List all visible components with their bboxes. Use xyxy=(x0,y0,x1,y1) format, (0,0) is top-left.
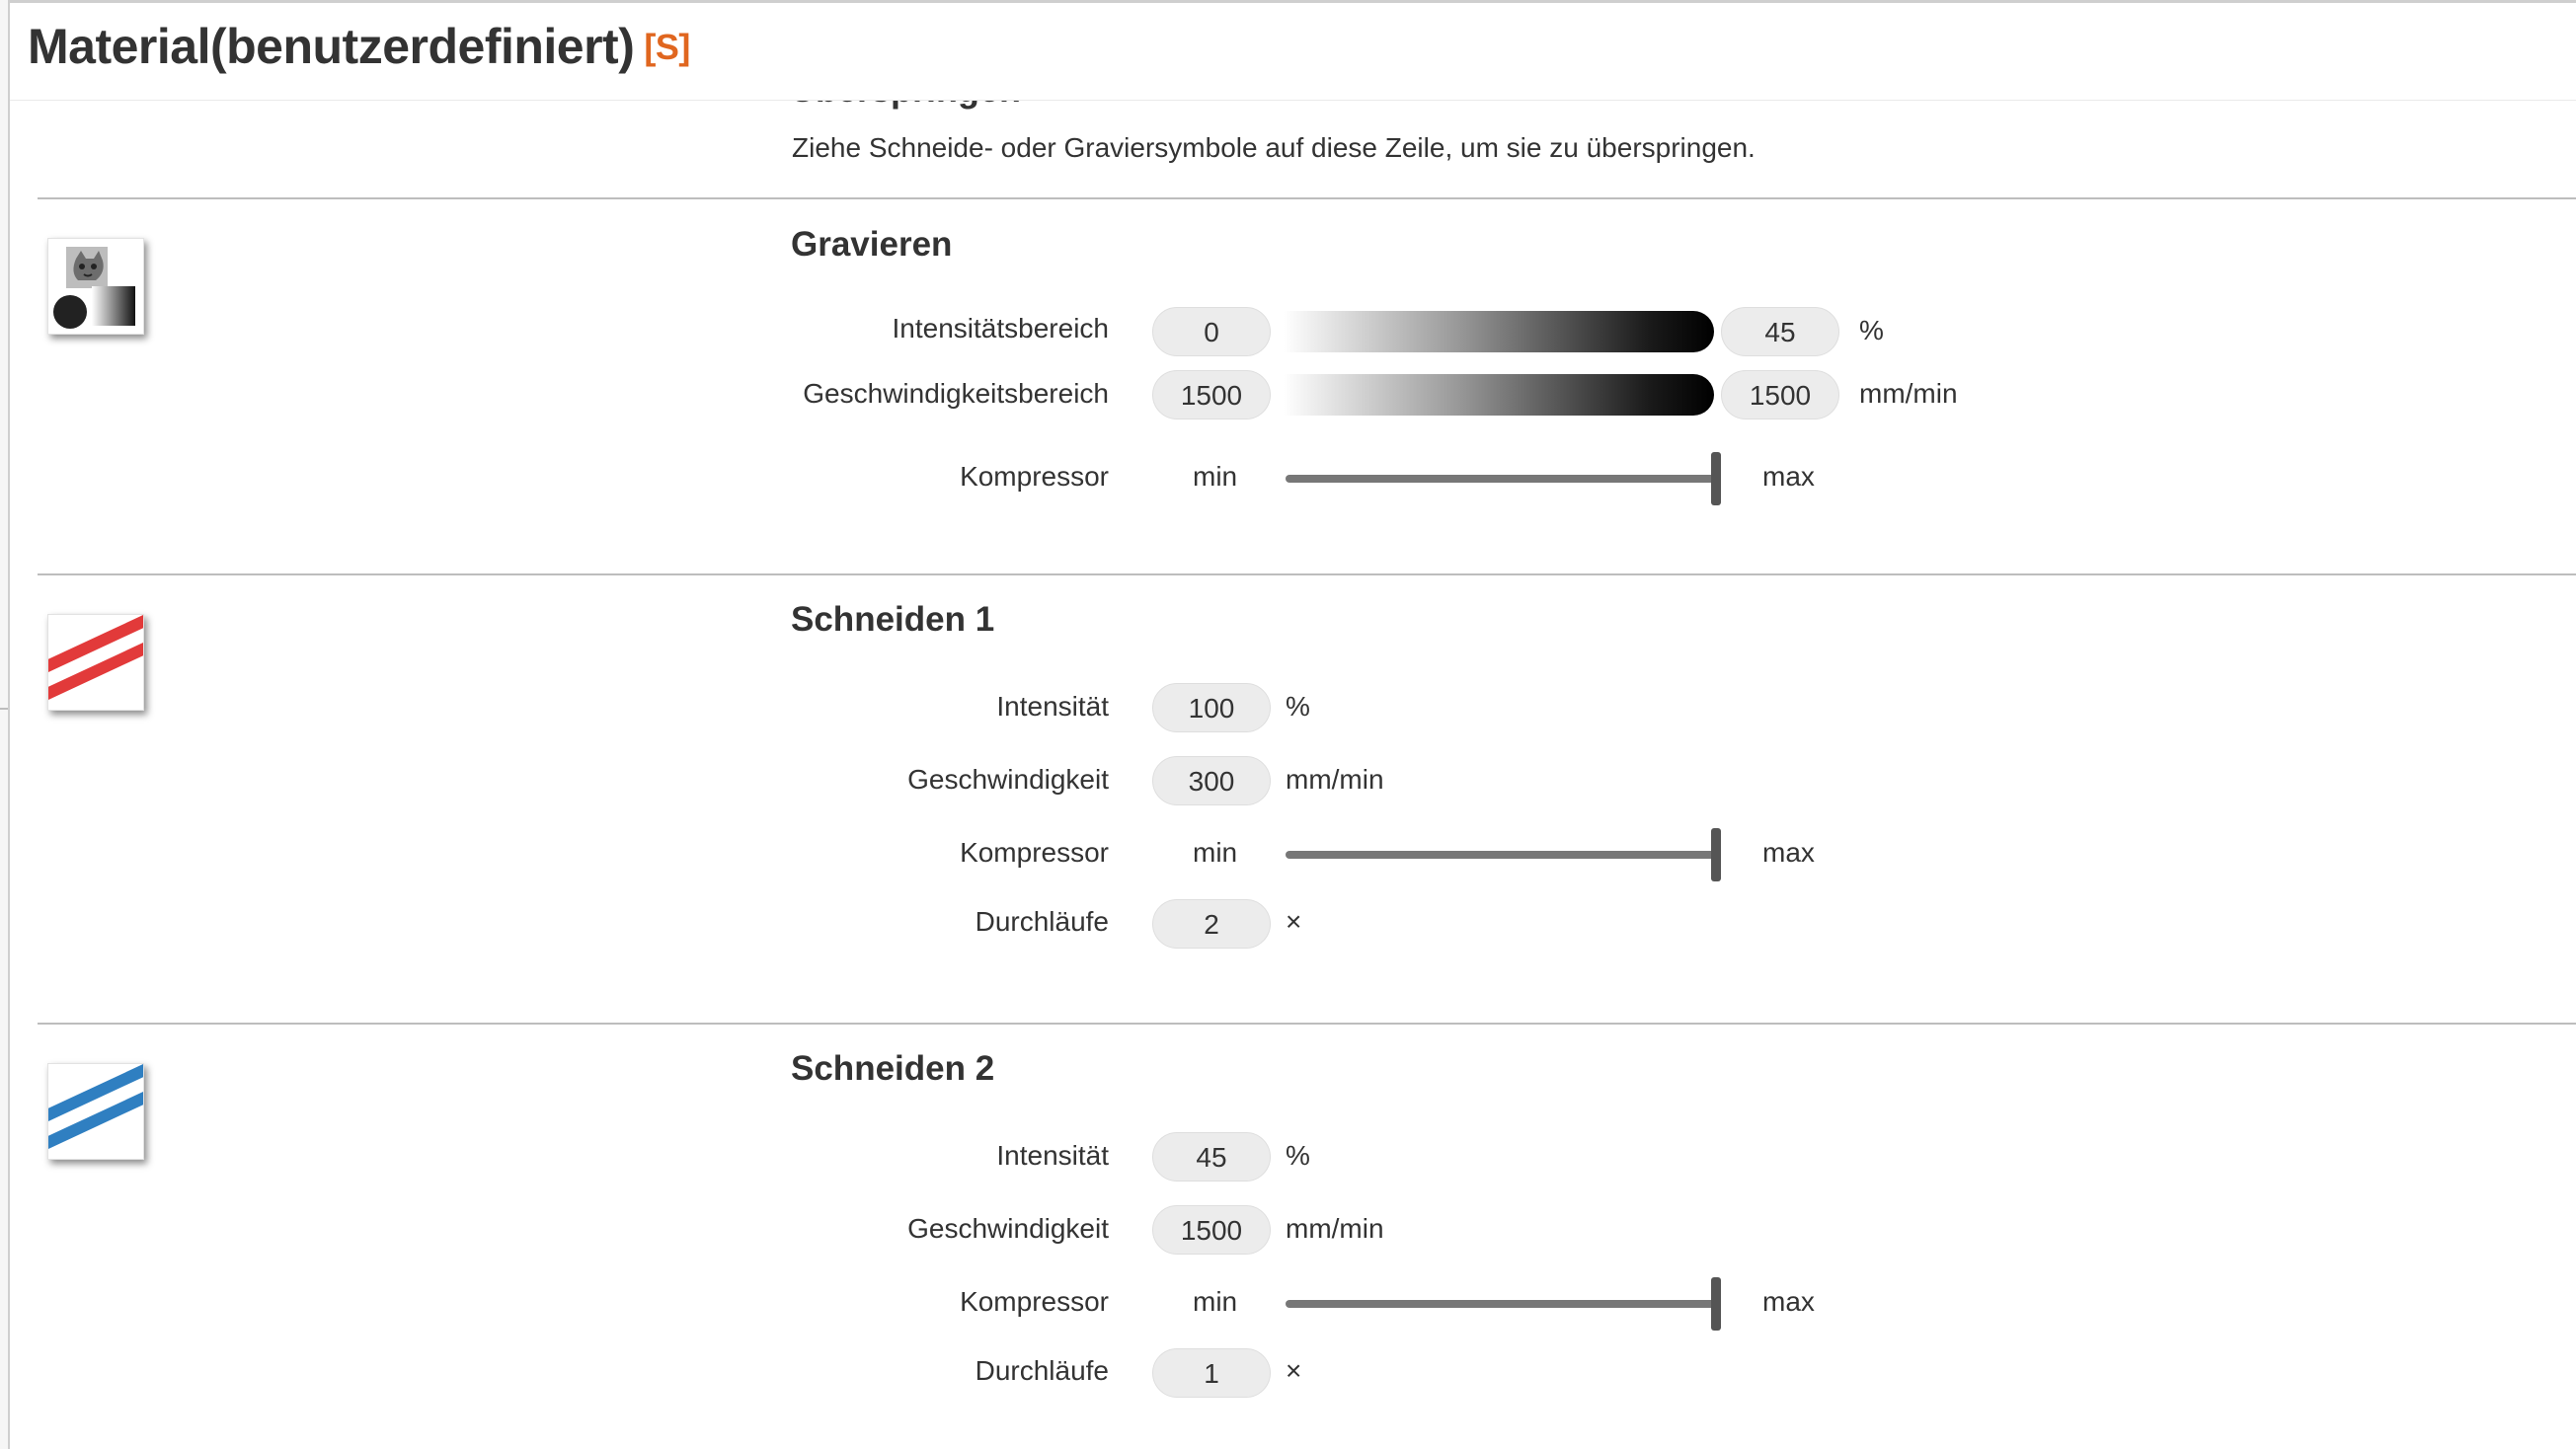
cut2-speed-label: Geschwindigkeit xyxy=(907,1213,1109,1244)
section-title-cut2: Schneiden 2 xyxy=(791,1049,995,1088)
engrave-speed-gradient[interactable] xyxy=(1284,374,1714,416)
cut1-compressor-thumb[interactable] xyxy=(1711,828,1721,881)
cut1-speed-input[interactable]: 300 xyxy=(1152,756,1271,805)
cut2-passes-label: Durchläufe xyxy=(975,1355,1109,1386)
cut1-icon[interactable] xyxy=(47,614,144,711)
cut1-compressor-max: max xyxy=(1762,837,1815,868)
cut2-speed-unit: mm/min xyxy=(1286,1213,1384,1244)
cut2-intensity-label: Intensität xyxy=(996,1140,1109,1171)
cut2-passes-input[interactable]: 1 xyxy=(1152,1348,1271,1398)
cut1-compressor-slider[interactable] xyxy=(1286,851,1716,859)
cut2-intensity-unit: % xyxy=(1286,1140,1310,1171)
engrave-compressor-label: Kompressor xyxy=(960,461,1109,492)
engrave-compressor-thumb[interactable] xyxy=(1711,452,1721,505)
engrave-speed-max-input[interactable]: 1500 xyxy=(1721,370,1839,419)
cut1-passes-input[interactable]: 2 xyxy=(1152,899,1271,949)
cut2-speed-input[interactable]: 1500 xyxy=(1152,1205,1271,1255)
cut1-speed-label: Geschwindigkeit xyxy=(907,764,1109,795)
section-title-cut1: Schneiden 1 xyxy=(791,600,995,639)
page-title-text: Material(benutzerdefiniert) xyxy=(28,19,635,74)
cut1-speed-unit: mm/min xyxy=(1286,764,1384,795)
engrave-compressor-max: max xyxy=(1762,461,1815,492)
cut2-compressor-thumb[interactable] xyxy=(1711,1277,1721,1331)
cut1-compressor-min: min xyxy=(1193,837,1238,868)
divider-cut1 xyxy=(38,1023,2576,1025)
page-title xyxy=(28,18,690,75)
cut2-compressor-label: Kompressor xyxy=(960,1286,1109,1317)
cut1-intensity-unit: % xyxy=(1286,691,1310,722)
cut2-compressor-min: min xyxy=(1193,1286,1238,1317)
cut1-passes-unit: × xyxy=(1286,906,1302,937)
engrave-compressor-slider[interactable] xyxy=(1286,475,1716,483)
engrave-intensity-max-input[interactable]: 45 xyxy=(1721,307,1839,356)
divider-engrave xyxy=(38,573,2576,575)
engrave-intensity-min-input[interactable]: 0 xyxy=(1152,307,1271,356)
cut2-icon[interactable] xyxy=(47,1063,144,1160)
window-left-border xyxy=(0,0,10,1449)
divider-skip xyxy=(38,197,2576,199)
engrave-speed-min-input[interactable]: 1500 xyxy=(1152,370,1271,419)
engrave-speed-unit: mm/min xyxy=(1859,378,1958,409)
skip-hint: Ziehe Schneide- oder Graviersymbole auf diese Zeile, um sie zu überspringen. xyxy=(792,132,1756,163)
engrave-icon[interactable] xyxy=(47,238,144,335)
cut1-intensity-input[interactable]: 100 xyxy=(1152,683,1271,732)
cut2-intensity-input[interactable]: 45 xyxy=(1152,1132,1271,1182)
cut1-intensity-label: Intensität xyxy=(996,691,1109,722)
engrave-intensity-label: Intensitätsbereich xyxy=(892,313,1109,343)
cut2-compressor-slider[interactable] xyxy=(1286,1300,1716,1308)
shortcut-badge[interactable]: [S] xyxy=(644,27,690,67)
engrave-compressor-min: min xyxy=(1193,461,1238,492)
cut1-passes-label: Durchläufe xyxy=(975,906,1109,937)
engrave-speed-label: Geschwindigkeitsbereich xyxy=(803,378,1109,409)
cut2-passes-unit: × xyxy=(1286,1355,1302,1386)
engrave-intensity-gradient[interactable] xyxy=(1284,311,1714,352)
cut2-compressor-max: max xyxy=(1762,1286,1815,1317)
section-title-engrave: Gravieren xyxy=(791,225,953,264)
engrave-intensity-unit: % xyxy=(1859,315,1884,345)
frame-side-tick xyxy=(0,708,8,710)
cut1-compressor-label: Kompressor xyxy=(960,837,1109,868)
